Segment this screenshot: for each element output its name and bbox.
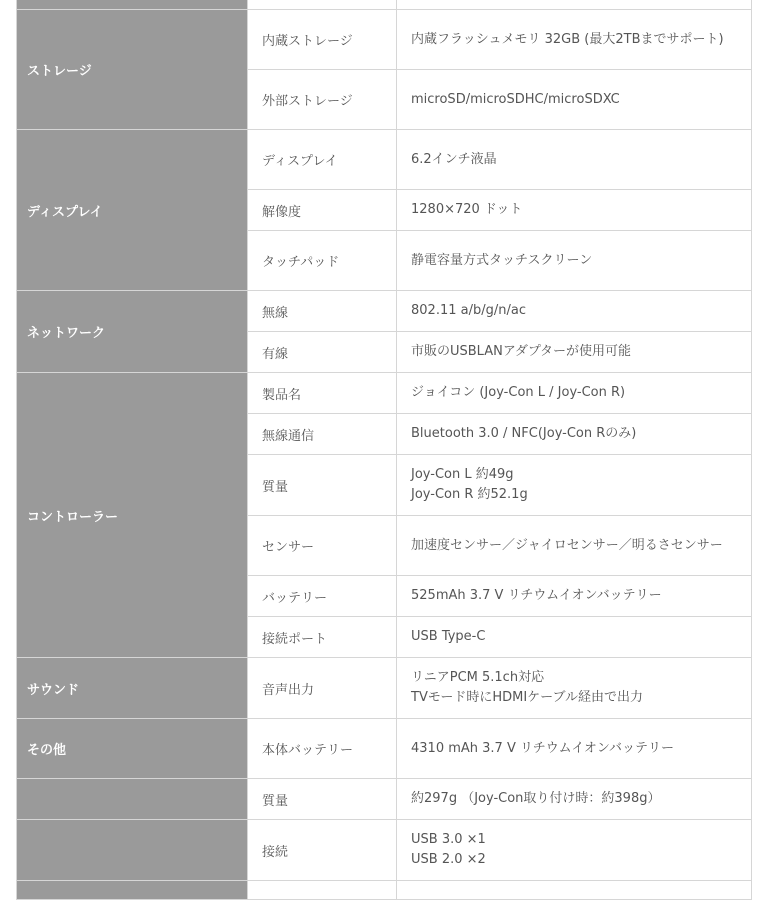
item-cell: 接続 [248, 820, 397, 881]
value-line: Bluetooth 3.0 / NFC(Joy-Con Rのみ) [411, 426, 637, 441]
value-line: USB 2.0 ×2 [411, 852, 486, 867]
item-cell: 本体バッテリー [248, 719, 397, 779]
value-cell [397, 130, 752, 190]
item-cell: 音声出力 [248, 658, 397, 719]
table-row-top-partial [17, 0, 752, 10]
item-cell [248, 0, 397, 10]
item-cell: 無線 [248, 291, 397, 332]
category-cell [17, 820, 248, 881]
category-cell: ストレージ [17, 10, 248, 130]
category-cell: その他 [17, 719, 248, 779]
value-line: ジョイコン (Joy-Con L / Joy-Con R) [411, 385, 626, 400]
value-cell [397, 516, 752, 576]
value-cell [397, 0, 752, 10]
value-line: 1280×720 ドット [411, 202, 523, 217]
table-row [17, 130, 752, 190]
value-line: 内蔵フラッシュメモリ 32GB (最大2TBまでサポート) [411, 31, 724, 47]
value-cell [397, 455, 752, 516]
value-line: 市販のUSBLANアダプターが使用可能 [411, 344, 632, 359]
spec-table [16, 0, 752, 900]
value-cell [397, 291, 752, 332]
category-cell [17, 779, 248, 820]
table-row [17, 719, 752, 779]
value-line: microSD/microSDHC/microSDXC [411, 91, 620, 107]
table-row [17, 658, 752, 719]
value-line: 静電容量方式タッチスクリーン [411, 252, 593, 268]
table-row [17, 820, 752, 881]
table-row [17, 291, 752, 332]
value-cell [397, 70, 752, 130]
value-cell [397, 658, 752, 719]
table-row [17, 10, 752, 70]
value-line: TVモード時にHDMIケーブル経由で出力 [411, 690, 643, 705]
value-cell [397, 719, 752, 779]
value-cell [397, 576, 752, 617]
table-row [17, 779, 752, 820]
value-cell [397, 881, 752, 900]
item-cell: 解像度 [248, 190, 397, 231]
value-cell [397, 414, 752, 455]
value-line: USB 3.0 ×1 [411, 832, 486, 847]
value-line: 4310 mAh 3.7 V リチウムイオンバッテリー [411, 740, 675, 756]
value-cell [397, 617, 752, 658]
value-line: 525mAh 3.7 V リチウムイオンバッテリー [411, 588, 662, 603]
item-cell: 接続ポート [248, 617, 397, 658]
category-cell: ディスプレイ [17, 130, 248, 291]
category-cell [17, 0, 248, 10]
table-row-bottom-partial [17, 881, 752, 900]
item-cell: 内蔵ストレージ [248, 10, 397, 70]
value-line: リニアPCM 5.1ch対応 [411, 670, 545, 685]
value-line: Joy-Con R 約52.1g [411, 487, 528, 502]
value-cell [397, 10, 752, 70]
item-cell: 質量 [248, 779, 397, 820]
item-cell: 有線 [248, 332, 397, 373]
value-line: 加速度センサー／ジャイロセンサー／明るさセンサー [411, 537, 723, 553]
value-cell [397, 820, 752, 881]
value-cell [397, 373, 752, 414]
value-line: Joy-Con L 約49g [411, 467, 514, 482]
category-cell [17, 881, 248, 900]
item-cell: ディスプレイ [248, 130, 397, 190]
item-cell [248, 881, 397, 900]
category-cell: ネットワーク [17, 291, 248, 373]
value-line: 約297g （Joy-Con取り付け時：約398g） [411, 791, 661, 806]
item-cell: タッチパッド [248, 231, 397, 291]
category-cell: サウンド [17, 658, 248, 719]
value-line: 802.11 a/b/g/n/ac [411, 303, 526, 318]
item-cell: 外部ストレージ [248, 70, 397, 130]
table-row [17, 373, 752, 414]
item-cell: バッテリー [248, 576, 397, 617]
item-cell: 製品名 [248, 373, 397, 414]
item-cell: 質量 [248, 455, 397, 516]
item-cell: センサー [248, 516, 397, 576]
value-cell [397, 332, 752, 373]
category-cell: コントローラー [17, 373, 248, 658]
value-line: 6.2インチ液晶 [411, 151, 497, 167]
value-cell [397, 231, 752, 291]
item-cell: 無線通信 [248, 414, 397, 455]
value-line: USB Type-C [411, 629, 486, 644]
value-cell [397, 190, 752, 231]
value-cell [397, 779, 752, 820]
